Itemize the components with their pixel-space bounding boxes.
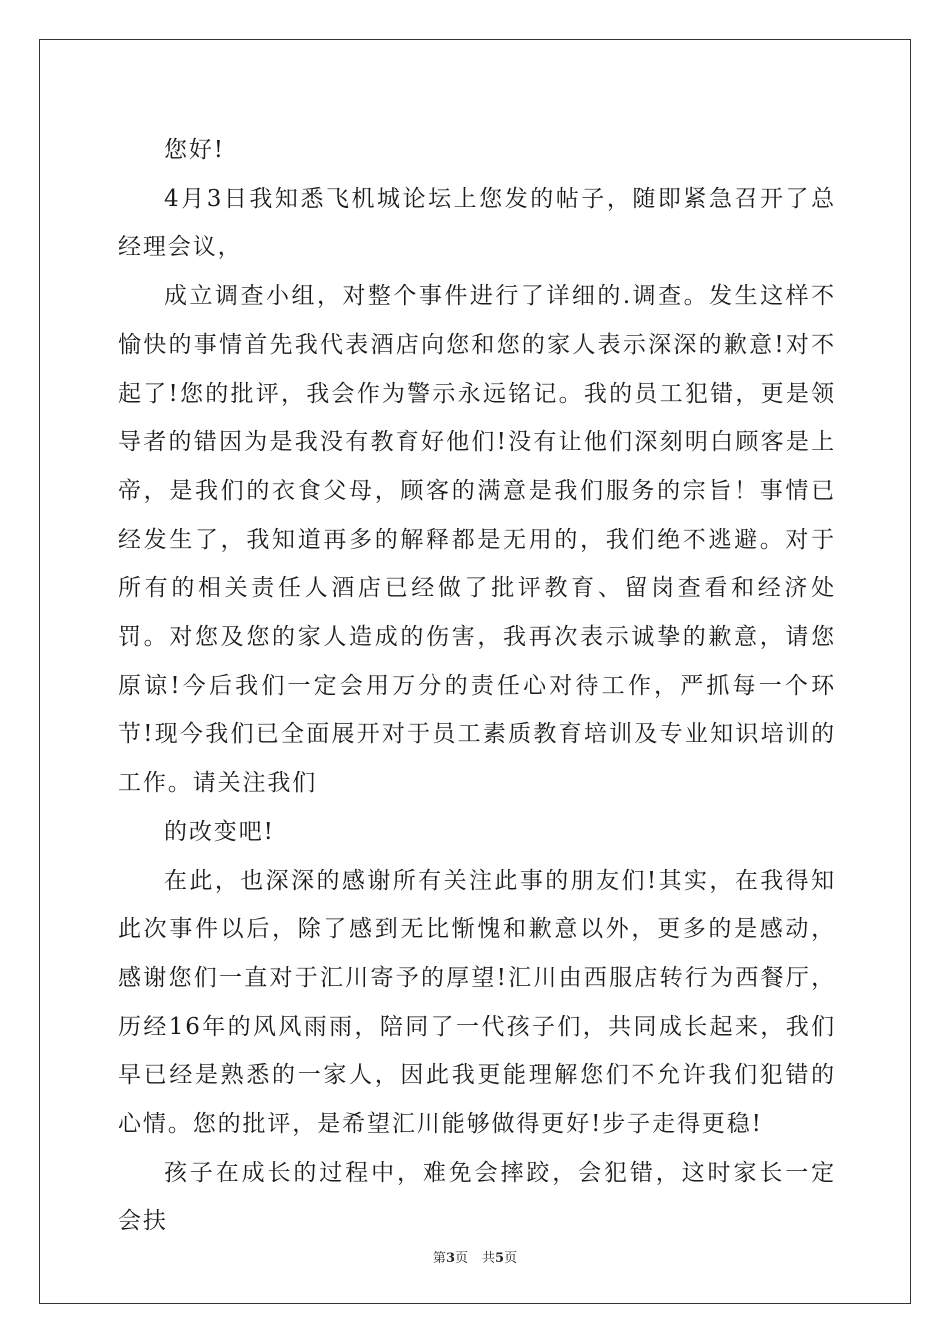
footer-page-number: 3 — [445, 1251, 455, 1266]
paragraph-greeting: 您好! — [164, 137, 225, 163]
paragraph-5: 孩子在成长的过程中，难免会摔跤，会犯错，这时家长一定会扶 — [118, 1159, 836, 1235]
footer-page-suffix: 页 — [454, 1251, 468, 1266]
footer-total-suffix: 页 — [504, 1251, 518, 1266]
paragraph-1: 4月3日我知悉飞机城论坛上您发的帖子，随即紧急召开了总经理会议， — [118, 185, 836, 261]
paragraph-3: 的改变吧! — [164, 818, 275, 845]
footer-total-prefix: 共 — [482, 1251, 496, 1266]
paragraph-2: 成立调查小组，对整个事件进行了详细的.调查。发生这样不愉快的事情首先我代表酒店向您和您的家人表示深深的歉意!对不起了!您的批评，我会作为警示永远铭记。我的员工犯错，更是领导者的错因为是我没有教育好他们!没有让他们深刻明白顾客是上帝，是我们的衣食父母，顾客的满意是我们服务的宗旨！事情已经发生了，我知道再多的解释都是无用的，我们绝不逃避。对于所有的相关责任人酒店已经做了批评教育、留岗查看和经济处罚。对您及您的家人造成的伤害，我再次表示诚挚的歉意，请您原谅!今后我们一定会用万分的责任心对待工作，严抓每一个环节!现今我们已全面展开对于员工素质教育培训及专业知识培训的工作。请关注我们 — [118, 283, 836, 797]
footer-prefix: 第 — [432, 1251, 446, 1266]
footer-total-pages: 5 — [495, 1251, 505, 1266]
paragraph-4: 在此，也深深的感谢所有关注此事的朋友们!其实，在我得知此次事件以后，除了感到无比惭愧和歉意以外，更多的是感动，感谢您们一直对于汇川寄予的厚望!汇川由西服店转行为西餐厅，历经16年的风风雨雨，陪同了一代孩子们，共同成长起来，我们早已经是熟悉的一家人，因此我更能理解您们不允许我们犯错的心情。您的批评，是希望汇川能够做得更好!步子走得更稳! — [118, 867, 836, 1138]
document-body — [118, 126, 836, 1246]
page-footer — [0, 1247, 950, 1266]
